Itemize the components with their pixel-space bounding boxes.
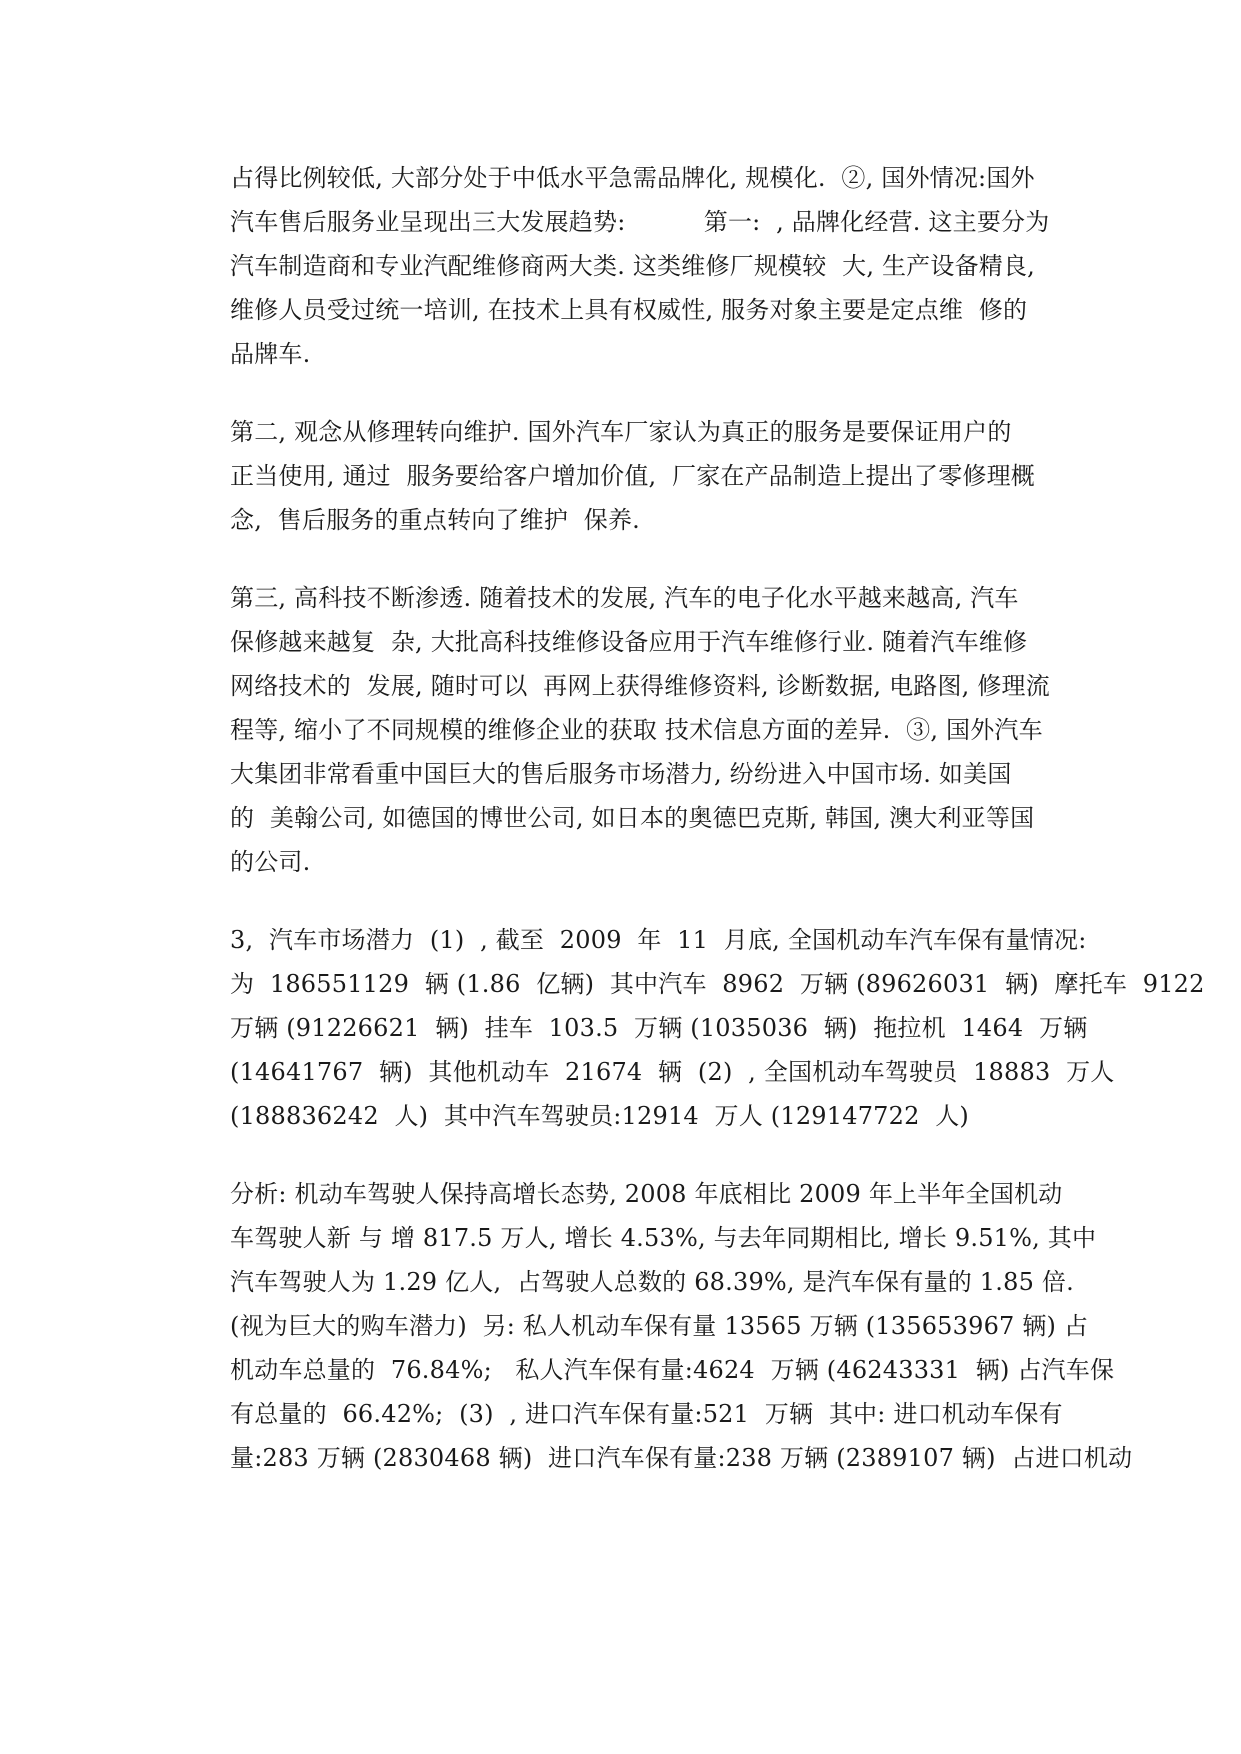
document-page [230, 156, 1205, 1514]
paragraph-market-potential [230, 918, 1205, 1138]
text-line: 汽车驾驶人为 1.29 亿人, 占驾驶人总数的 68.39%, 是汽车保有量的 1.85 倍. [230, 1268, 1074, 1296]
text-line: 3, 汽车市场潜力 (1) , 截至 2009 年 11 月底, 全国机动车汽车保有量情况: [230, 926, 1087, 954]
text-line: 大集团非常看重中国巨大的售后服务市场潜力, 纷纷进入中国市场. 如美国 [230, 760, 1012, 788]
text-line: 保修越来越复 杂, 大批高科技维修设备应用于汽车维修行业. 随着汽车维修 [230, 628, 1028, 656]
text-line: 第三, 高科技不断渗透. 随着技术的发展, 汽车的电子化水平越来越高, 汽车 [230, 584, 1019, 612]
text-line: 程等, 缩小了不同规模的维修企业的获取 技术信息方面的差异. ③, 国外汽车 [230, 716, 1043, 744]
text-line: 网络技术的 发展, 随时可以 再网上获得维修资料, 诊断数据, 电路图, 修理流 [230, 672, 1050, 700]
text-line: 品牌车. [230, 340, 311, 368]
text-line: 万辆 (91226621 辆) 挂车 103.5 万辆 (1035036 辆) 拖拉机 1464 万辆 [230, 1014, 1088, 1042]
text-line: 维修人员受过统一培训, 在技术上具有权威性, 服务对象主要是定点维 修的 [230, 296, 1028, 324]
text-line: 念, 售后服务的重点转向了维护 保养. [230, 506, 640, 534]
paragraph-foreign-trends [230, 156, 1110, 376]
text-line: (14641767 辆) 其他机动车 21674 辆 (2) , 全国机动车驾驶员 18883 万人 [230, 1058, 1115, 1086]
text-line: 量:283 万辆 (2830468 辆) 进口汽车保有量:238 万辆 (2389107 辆) 占进口机动 [230, 1444, 1133, 1472]
text-line: (视为巨大的购车潜力) 另: 私人机动车保有量 13565 万辆 (135653967 辆) 占 [230, 1312, 1089, 1340]
text-line: 的公司. [230, 848, 311, 876]
text-line: 正当使用, 通过 服务要给客户增加价值, 厂家在产品制造上提出了零修理概 [230, 462, 1035, 490]
text-line: 汽车制造商和专业汽配维修商两大类. 这类维修厂规模较 大, 生产设备精良, [230, 252, 1035, 280]
paragraph-third-trend [230, 576, 1110, 884]
paragraph-analysis [230, 1172, 1133, 1480]
text-line: 有总量的 66.42%; (3) , 进口汽车保有量:521 万辆 其中: 进口机动车保有 [230, 1400, 1063, 1428]
text-line: 占得比例较低, 大部分处于中低水平急需品牌化, 规模化. ②, 国外情况:国外 [230, 164, 1035, 192]
text-line: 为 186551129 辆 (1.86 亿辆) 其中汽车 8962 万辆 (89626031 辆) 摩托车 9122 [230, 970, 1205, 998]
text-line: 车驾驶人新 与 增 817.5 万人, 增长 4.53%, 与去年同期相比, 增长 9.51%, 其中 [230, 1224, 1097, 1252]
paragraph-second-trend [230, 410, 1110, 542]
text-line: 的 美翰公司, 如德国的博世公司, 如日本的奥德巴克斯, 韩国, 澳大利亚等国 [230, 804, 1035, 832]
text-line: (188836242 人) 其中汽车驾驶员:12914 万人 (129147722 人) [230, 1102, 969, 1130]
text-line: 第二, 观念从修理转向维护. 国外汽车厂家认为真正的服务是要保证用户的 [230, 418, 1012, 446]
text-line: 分析: 机动车驾驶人保持高增长态势, 2008 年底相比 2009 年上半年全国机动 [230, 1180, 1063, 1208]
text-line: 汽车售后服务业呈现出三大发展趋势: 第一: , 品牌化经营. 这主要分为 [230, 208, 1050, 236]
text-line: 机动车总量的 76.84%; 私人汽车保有量:4624 万辆 (46243331 辆) 占汽车保 [230, 1356, 1115, 1384]
